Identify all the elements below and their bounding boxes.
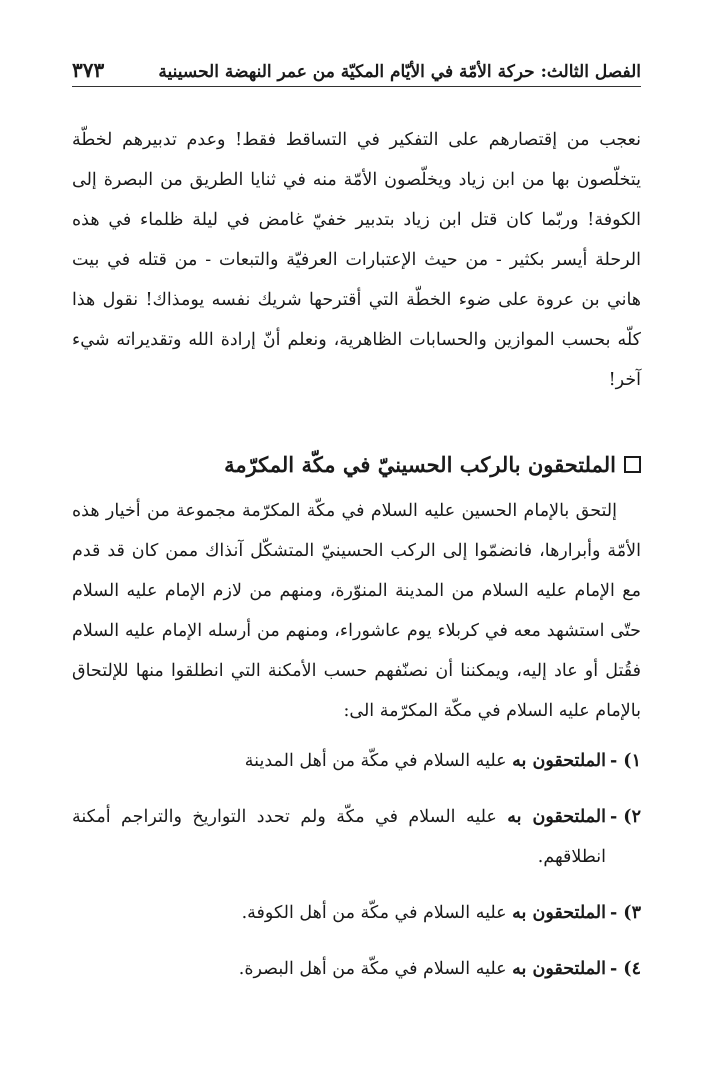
intro-paragraph: نعجب من إقتصارهم على التفكير في التساقط فقط! وعدم تدبيرهم لخطّة يتخلّصون بها من ابن زياد ويخلّصون الأمّة منه في ثنايا الطريق من البصرة إلى الكوفة! وربّما كان قتل ابن زياد بتدبير خفيّ غامض في ليلة ظلماء في هذه الرحلة أيسر بكثير - من حيث الإعتبارات العرفيّة والتبعات - من قتله في بيت هاني بن عروة على ضوء الخطّة التي أقترحها شريك نفسه يومذاك! نقول هذا كلّه بحسب الموازين والحسابات الظاهرية، ونعلم أنّ إرادة الله وتقديراته شيء آخر!: [72, 130, 641, 390]
list-marker: ٤) -: [609, 959, 641, 979]
running-title: الفصل الثالث: حركة الأمّة في الأيّام المكيّة من عمر النهضة الحسينية: [158, 62, 641, 82]
category-list: [72, 741, 641, 989]
list-item: [72, 741, 641, 781]
square-bullet-icon: [624, 456, 641, 473]
list-item: [72, 893, 641, 933]
list-item-label: الملتحقون به: [512, 751, 606, 771]
list-marker: ٣) -: [609, 903, 641, 923]
page-number: ٣٧٣: [72, 58, 105, 82]
list-item: [72, 797, 641, 877]
section-heading: [72, 452, 641, 477]
list-item-text: عليه السلام في مكّة ولم تحدد التواريخ والتراجم أمكنة انطلاقهم.: [72, 807, 606, 867]
running-head: [72, 48, 641, 87]
page-body: [72, 120, 641, 1005]
list-item-label: الملتحقون به: [512, 903, 606, 923]
list-item-text: عليه السلام في مكّة من أهل الكوفة.: [241, 903, 507, 923]
section-paragraph: إلتحق بالإمام الحسين عليه السلام في مكّة المكرّمة مجموعة من أخيار هذه الأمّة وأبرارها، فانضمّوا إلى الركب الحسينيّ المتشكّل آنذاك ممن كان قد قدم مع الإمام عليه السلام من المدينة المنوّرة، ومنهم من لازم الإمام عليه السلام حتّى استشهد معه في كربلاء يوم عاشوراء، ومنهم من أرسله الإمام عليه السلام فقُتل أو عاد إليه، ويمكننا أن نصنّفهم حسب الأمكنة التي انطلقوا منها للإلتحاق بالإمام عليه السلام في مكّة المكرّمة الى:: [72, 501, 641, 721]
list-item: [72, 949, 641, 989]
list-item-label: الملتحقون به: [507, 807, 606, 827]
list-marker: ١) -: [609, 751, 641, 771]
list-item-text: عليه السلام في مكّة من أهل البصرة.: [238, 959, 507, 979]
list-item-text: عليه السلام في مكّة من أهل المدينة: [244, 751, 507, 771]
section-heading-text: الملتحقون بالركب الحسينيّ في مكّة المكرّمة: [224, 452, 616, 477]
list-marker: ٢) -: [609, 807, 641, 827]
list-item-label: الملتحقون به: [512, 959, 606, 979]
